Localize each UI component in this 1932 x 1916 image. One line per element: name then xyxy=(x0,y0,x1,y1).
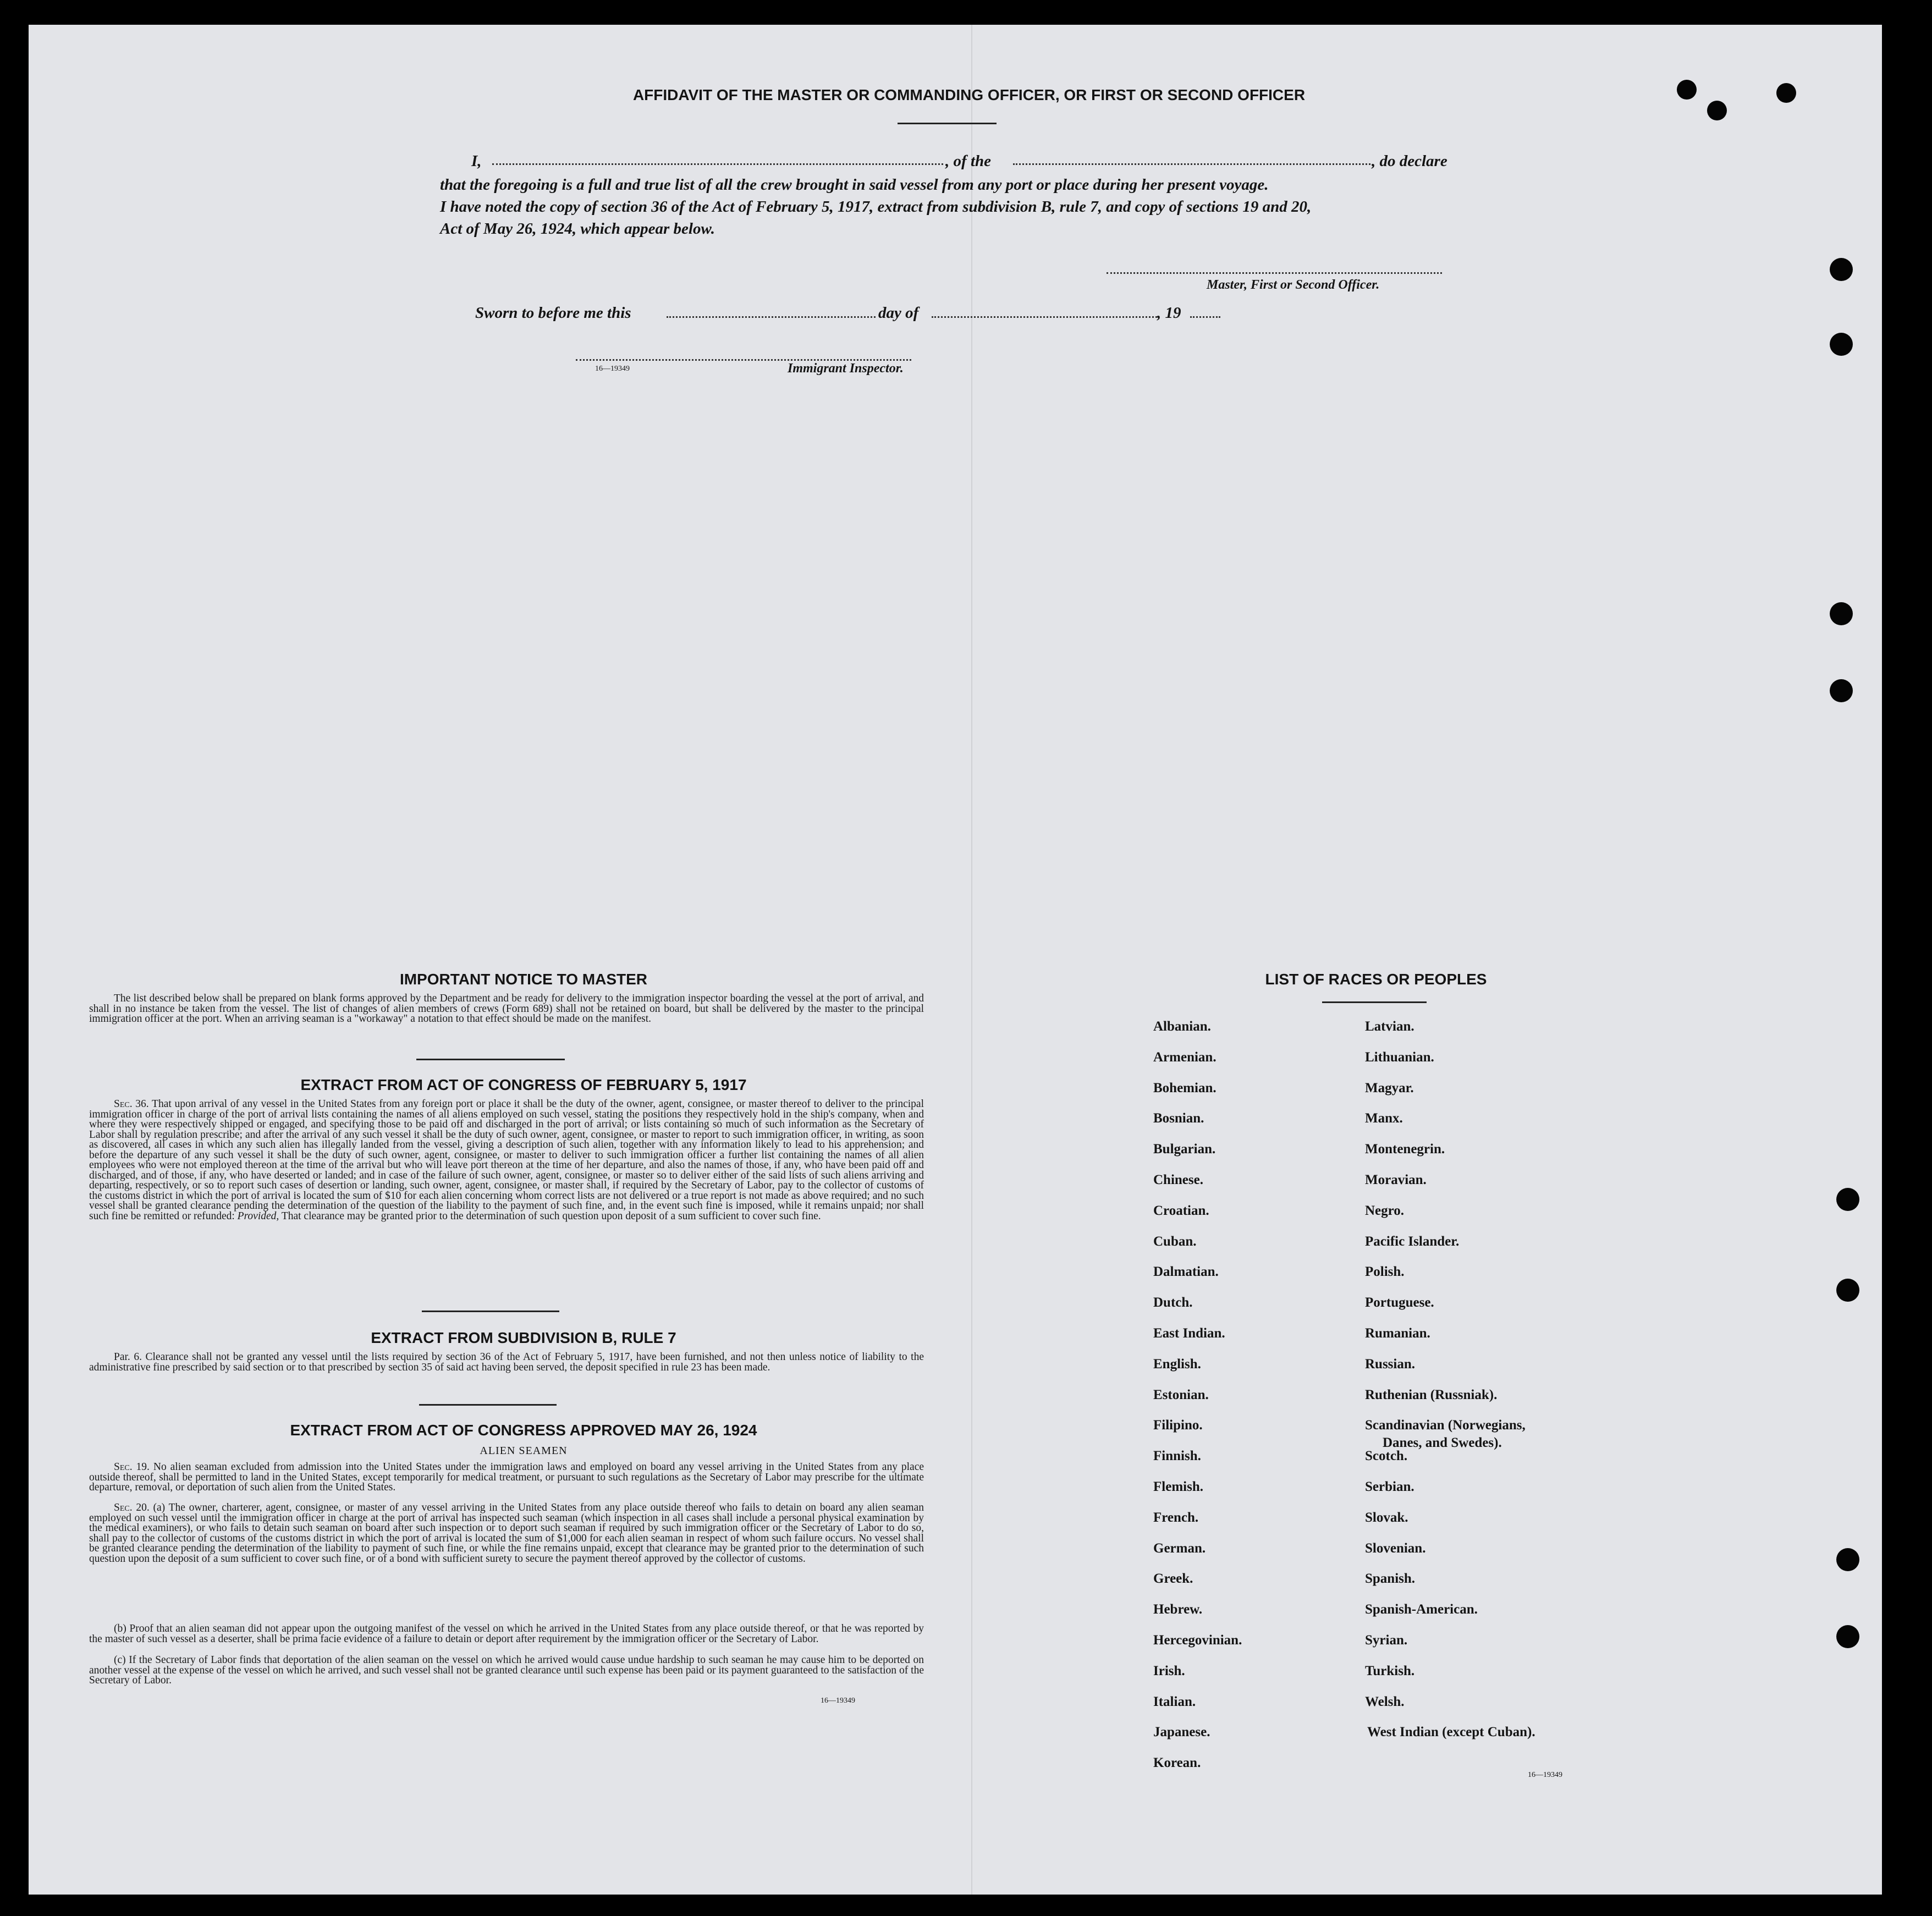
race-item: Japanese. xyxy=(1153,1725,1210,1740)
form-number: 16—19349 xyxy=(595,365,630,373)
race-item: Turkish. xyxy=(1365,1663,1415,1678)
race-item: Magyar. xyxy=(1365,1080,1414,1095)
form-number: 16—19349 xyxy=(1528,1771,1562,1779)
race-item: Estonian. xyxy=(1153,1387,1209,1402)
year-blank xyxy=(1190,316,1220,318)
race-item: Russian. xyxy=(1365,1356,1416,1372)
extract-1917-text xyxy=(89,1099,924,1221)
vessel-blank xyxy=(1013,163,1370,165)
race-item: Irish. xyxy=(1153,1663,1185,1678)
sec19-text xyxy=(89,1462,924,1493)
race-item: Greek. xyxy=(1153,1571,1193,1587)
form-number: 16—19349 xyxy=(821,1697,855,1705)
master-signature-line xyxy=(1107,272,1442,274)
race-item: Cuban. xyxy=(1153,1234,1197,1249)
extract-1924-title: EXTRACT FROM ACT OF CONGRESS APPROVED MAY 26, 1924 xyxy=(290,1422,757,1439)
affidavit-line-4: Act of May 26, 1924, which appear below. xyxy=(440,220,715,238)
alien-seamen-subtitle: ALIEN SEAMEN xyxy=(480,1445,568,1457)
race-item: Moravian. xyxy=(1365,1172,1427,1187)
day-of-label: day of xyxy=(878,304,919,322)
punch-hole xyxy=(1830,679,1853,702)
race-item: Korean. xyxy=(1153,1755,1201,1771)
race-item: Welsh. xyxy=(1365,1694,1405,1709)
rule7-text: Par. 6. Clearance shall not be granted any vessel until the lists required by section 36 of the Act of February 5, 1917, have been furnished, and not then unless notice of liability to the administrative fine prescribed by said section or to that prescribed by section 35 of said act having been served, the deposit specified in rule 23 has been made. xyxy=(89,1351,924,1373)
notice-title: IMPORTANT NOTICE TO MASTER xyxy=(399,971,648,988)
sec20b-text: (b) Proof that an alien seaman did not appear upon the outgoing manifest of the vessel on which he arrived in the United States from any place outside thereof, or that he was reported by the master of such vessel as a deserter, shall be prima facie evidence of a failure to detain or deport after requirement by the immigration officer or the Secretary of Labor. xyxy=(89,1623,924,1645)
affidavit-title: AFFIDAVIT OF THE MASTER OR COMMANDING OFFICER, OR FIRST OR SECOND OFFICER xyxy=(632,86,1306,103)
race-item: Armenian. xyxy=(1153,1049,1217,1065)
master-signature-label: Master, First or Second Officer. xyxy=(1207,278,1380,292)
race-item: Spanish. xyxy=(1365,1571,1416,1587)
race-item: Latvian. xyxy=(1365,1019,1414,1034)
sec36-label: Sec. 36. xyxy=(114,1098,149,1110)
race-item: Slovak. xyxy=(1365,1510,1408,1525)
race-item: Bulgarian. xyxy=(1153,1142,1216,1157)
punch-hole xyxy=(1836,1188,1859,1211)
provided-word: Provided, xyxy=(237,1210,279,1222)
race-item: Danes, and Swedes). xyxy=(1383,1435,1502,1451)
race-item: Chinese. xyxy=(1153,1172,1203,1187)
race-item: Pacific Islander. xyxy=(1365,1234,1460,1249)
race-item: Albanian. xyxy=(1153,1019,1211,1034)
sec20c-text: (c) If the Secretary of Labor finds that deportation of the alien seaman on the vessel on which he arrived would cause undue hardship to such seaman he may cause him to be deported on another vessel at the expense of the vessel on which he arrived, and such vessel shall not be granted clearance until such expense has been paid or its payment guaranteed to the satisfaction of the Secretary of Labor. xyxy=(89,1654,924,1686)
race-item: Italian. xyxy=(1153,1694,1196,1709)
race-item: Scandinavian (Norwegians, xyxy=(1365,1418,1526,1433)
affidavit-line-3: I have noted the copy of section 36 of the Act of February 5, 1917, extract from subdivision B, rule 7, and copy of sections 19 and 20, xyxy=(440,198,1312,216)
race-item: Bosnian. xyxy=(1153,1111,1204,1126)
race-item: West Indian (except Cuban). xyxy=(1367,1725,1535,1740)
sec20-label: Sec. 20. xyxy=(114,1502,150,1513)
race-item: Portuguese. xyxy=(1365,1295,1434,1311)
race-item: Syrian. xyxy=(1365,1633,1408,1648)
race-item: Rumanian. xyxy=(1365,1326,1430,1341)
section-rule xyxy=(419,1404,557,1406)
punch-hole xyxy=(1707,101,1727,120)
race-item: Filipino. xyxy=(1153,1418,1203,1433)
race-item: Manx. xyxy=(1365,1111,1403,1126)
punch-hole xyxy=(1830,258,1853,281)
race-item: Serbian. xyxy=(1365,1479,1414,1494)
race-item: Dalmatian. xyxy=(1153,1264,1219,1280)
punch-hole xyxy=(1830,333,1853,356)
sworn-label: Sworn to before me this xyxy=(475,304,631,322)
race-item: East Indian. xyxy=(1153,1326,1225,1341)
rule7-title: EXTRACT FROM SUBDIVISION B, RULE 7 xyxy=(371,1329,676,1346)
race-item: Flemish. xyxy=(1153,1479,1203,1494)
inspector-signature-line xyxy=(576,359,911,361)
punch-hole xyxy=(1677,80,1697,100)
sec36-text-end: That clearance may be granted prior to the determination of such question upon deposit of a sum sufficient to cover such fine. xyxy=(281,1210,821,1222)
do-declare-label: , do declare xyxy=(1372,152,1447,170)
notice-text: The list described below shall be prepared on blank forms approved by the Department and be ready for delivery to the immigration inspector boarding the vessel at the port of arrival, and shall in no instance be taken from the vessel. The list of changes of alien members of crews (Form 689) shall not be retained on board, but shall be delivered by the master to the principal immigration officer at the port. When an arriving seaman is a "workaway" a notation to that effect should be made on the manifest. xyxy=(89,993,924,1025)
race-item: Hercegovinian. xyxy=(1153,1633,1242,1648)
sworn-month-blank xyxy=(932,316,1157,318)
extract-1917-title: EXTRACT FROM ACT OF CONGRESS OF FEBRUARY 5, 1917 xyxy=(300,1076,747,1093)
race-item: Scotch. xyxy=(1365,1449,1408,1464)
race-item: Bohemian. xyxy=(1153,1080,1217,1095)
sec19-label: Sec. 19. xyxy=(114,1461,150,1473)
punch-hole xyxy=(1836,1548,1859,1571)
punch-hole xyxy=(1836,1625,1859,1648)
inspector-label: Immigrant Inspector. xyxy=(788,361,904,376)
name-blank xyxy=(492,163,943,165)
sec36-text: That upon arrival of any vessel in the United States from any foreign port or place it shall be the duty of the owner, agent, consignee, or master thereof to deliver to the principal immigration officer in charge of the port of arrival lists containing the names of all aliens employed on such vessel, stating the positions they respectively hold in the ship's company, when and where they were respectively shipped or engaged, and specifying those to be paid off and discharged in the port of arrival; or lists containing so much of such information as the Secretary of Labor shall by regulation prescribe; and after the arrival of any such vessel it shall be the duty of such owner, agent, consignee, or master to report to such immigration officer, in writing, as soon as discovered, all cases in which any such alien has illegally landed from the vessel, giving a description of such alien, together with any information likely to lead to his apprehension; and before the departure of any such vessel it shall be the duty of such owner, agent, consignee, or master to deliver to such immigration officer a further list containing the names of all alien employees who were not employed thereon at the time of the arrival but who will leave port thereon at the time of her departure, and also the names of those, if any, who have been paid off and discharged, and of those, if any, who have deserted or landed; and in case of the failure of such owner, agent, consignee, or master so to deliver either of the said lists of such aliens arriving and departing, respectively, or so to report such cases of desertion or landing, such owner, agent, consignee, or master shall, if required by the Secretary of Labor, pay to the collector of customs of the customs district in which the port of arrival is located the sum of $10 for each alien concerning whom correct lists are not delivered or a true report is not made as above required; and no such vessel shall be granted clearance pending the determination of the question of the liability to the payment of such fine, and, in the event such fine is imposed, while it remains unpaid; nor shall such fine be remitted or refunded: xyxy=(89,1098,924,1222)
document-page xyxy=(29,25,1882,1895)
race-item: German. xyxy=(1153,1540,1206,1556)
race-item: Polish. xyxy=(1365,1264,1405,1280)
race-item: Croatian. xyxy=(1153,1203,1209,1218)
sec20a-body: (a) The owner, charterer, agent, consignee, or master of any vessel arriving in the United States from any place outside thereof who fails to detain on board any alien seaman employed on such vessel until the immigration officer in charge at the port of arrival has inspected such seaman (which inspection in all cases shall include a personal physical examination by the medical examiners), or who fails to detain such seaman on board after such inspection or to deport such seaman if required by such immigration officer or the Secretary of Labor to do so, shall pay to the collector of customs of the customs district in which the port of arrival is located the sum of $1,000 for each alien seaman in respect of whom such failure occurs. No vessel shall be granted clearance pending the determination of the liability to payment of such fine, or while the fine remains unpaid, except that clearance may be granted prior to the determination of such question upon the deposit of a sum sufficient to cover such fine, or of a bond with sufficient surety to secure the payment thereof approved by the collector of customs. xyxy=(89,1502,924,1565)
punch-hole xyxy=(1836,1279,1859,1302)
of-the-label: , of the xyxy=(945,152,991,170)
race-item: Ruthenian (Russniak). xyxy=(1365,1387,1498,1402)
race-item: Hebrew. xyxy=(1153,1602,1203,1617)
race-item: Spanish-American. xyxy=(1365,1602,1478,1617)
title-rule xyxy=(898,123,997,124)
race-item: English. xyxy=(1153,1356,1201,1372)
races-rule xyxy=(1322,1001,1427,1003)
section-rule xyxy=(416,1059,565,1060)
race-item: Montenegrin. xyxy=(1365,1142,1445,1157)
sec19-body: No alien seaman excluded from admission into the United States under the immigration laws and employed on board any vessel arriving in the United States from any place outside thereof, shall be permitted to land in the United States, except temporarily for medical treatment, or pursuant to such regulations as the Secretary of Labor may prescribe for the ultimate departure, removal, or deportation of such alien from the United States. xyxy=(89,1461,924,1493)
affidavit-line-2: that the foregoing is a full and true list of all the crew brought in said vessel from any port or place during her present voyage. xyxy=(440,176,1269,194)
race-item: French. xyxy=(1153,1510,1199,1525)
race-item: Dutch. xyxy=(1153,1295,1193,1311)
fold-line xyxy=(971,25,972,1895)
race-item: Negro. xyxy=(1365,1203,1405,1218)
race-item: Lithuanian. xyxy=(1365,1049,1434,1065)
punch-hole xyxy=(1830,602,1853,625)
races-title: LIST OF RACES OR PEOPLES xyxy=(1265,971,1487,988)
sec20a-text xyxy=(89,1503,924,1564)
section-rule xyxy=(422,1311,559,1312)
affidavit-i: I, xyxy=(471,152,482,170)
sworn-day-blank xyxy=(667,316,876,318)
punch-hole xyxy=(1776,83,1796,103)
year-label: , 19 xyxy=(1157,304,1181,322)
race-item: Finnish. xyxy=(1153,1449,1201,1464)
race-item: Slovenian. xyxy=(1365,1540,1426,1556)
